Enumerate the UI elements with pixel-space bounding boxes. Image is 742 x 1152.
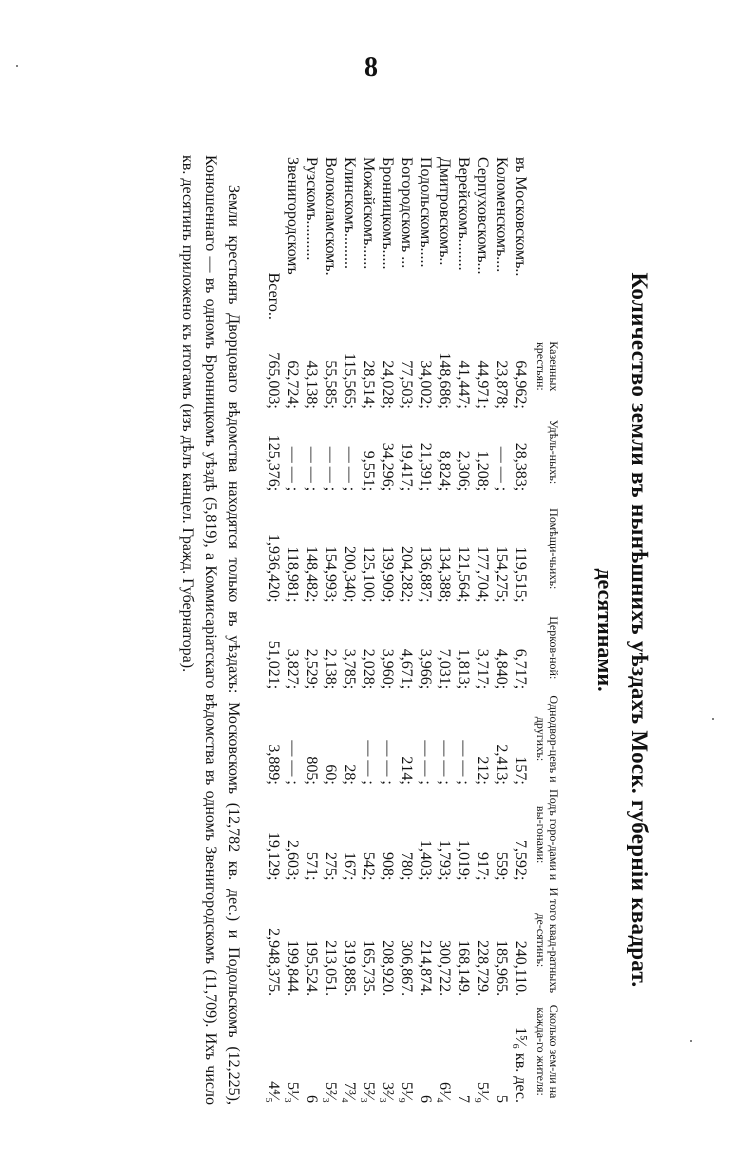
- table-cell: 28,383;: [512, 442, 529, 492]
- district-name: Дмитровскомъ..: [436, 157, 453, 266]
- table-cell: 19,417;: [398, 442, 415, 492]
- district-name: Серпуховскомъ...: [474, 157, 491, 275]
- table-cell: 1⁵⁄₆ кв. дес.: [512, 1027, 529, 1103]
- district-name: Богородскомъ ...: [398, 157, 415, 269]
- table-cell: — — ;: [360, 740, 377, 785]
- header-cell: Однодвор-цевъ и другихъ:: [534, 695, 561, 783]
- total-cell: 4⁴⁄₅: [265, 1081, 282, 1103]
- table-cell: 77,503;: [398, 360, 415, 409]
- table-cell: 24,028;: [379, 360, 396, 409]
- header-cell: Удѣль-ныхъ:: [547, 419, 561, 485]
- total-cell: 51,021;: [265, 640, 282, 690]
- table-cell: 62,724;: [284, 360, 301, 409]
- district-name: Клинскомъ.........: [341, 157, 358, 269]
- table-cell: 60;: [322, 764, 339, 785]
- header-cell: [530, 155, 560, 322]
- table-row: [302, 155, 321, 1105]
- table-cell: 148,482;: [303, 545, 320, 603]
- page-number: 8: [364, 52, 378, 83]
- table-cell: 917;: [474, 852, 491, 881]
- table-cell: 125,100;: [360, 545, 377, 603]
- table-cell: 154,275;: [493, 545, 510, 603]
- table-cell: 154,993;: [322, 545, 339, 603]
- table-cell: — — ;: [379, 740, 396, 785]
- table-cell: 7,031;: [436, 648, 453, 690]
- speck: [690, 1040, 692, 1042]
- table-cell: 5¹⁄₃: [284, 1081, 301, 1103]
- table-cell: 5²⁄₃: [360, 1081, 377, 1103]
- table-cell: 195,524.: [303, 940, 320, 997]
- table-cell: 9,551;: [360, 450, 377, 492]
- table-row: [359, 155, 378, 1105]
- table-cell: 908;: [379, 852, 396, 881]
- table-cell: 34,296;: [379, 442, 396, 492]
- total-cell: 3,889;: [265, 744, 282, 785]
- table-cell: 7,592;: [512, 840, 529, 881]
- table-cell: 559;: [493, 852, 510, 881]
- table-cell: 3²⁄₃: [379, 1081, 396, 1103]
- table-cell: 3,785;: [341, 648, 358, 690]
- table-cell: 3,966;: [417, 648, 434, 690]
- table-cell: 2,306;: [455, 450, 472, 492]
- table-cell: 1,019;: [455, 840, 472, 881]
- table-cell: 4,671;: [398, 648, 415, 690]
- table-row: [416, 155, 435, 1105]
- table-cell: 214,874.: [417, 940, 434, 997]
- table-cell: 2,529;: [303, 648, 320, 690]
- district-name: Рузскомъ..........: [303, 157, 320, 261]
- table-cell: 213,051.: [322, 940, 339, 997]
- total-cell: 1,936,420;: [265, 533, 282, 603]
- table-cell: 134,388;: [436, 545, 453, 603]
- table-cell: 208,920.: [379, 940, 396, 997]
- district-name: Верейскомъ........: [455, 157, 472, 271]
- table-cell: 5²⁄₃: [322, 1081, 339, 1103]
- header-cell: Подъ горо-дами и вы-гонами:: [534, 789, 561, 881]
- total-row: [264, 155, 283, 1105]
- total-cell: 2,948,375.: [265, 928, 282, 997]
- footnote: Земли крестьянъ Дворцоваго вѣдомства находятся только въ уѣздахъ: Московскомъ (12,782 кв. дес.) и Подольскомъ (12,225), Конюшеннаго — въ одномъ Бронницкомъ уѣздѣ (5,819), а Коммисаріатскаго вѣдомства въ одномъ Звенигородскомъ (11,709). Ихъ число кв. десятинъ приложено къ итогамъ (изъ дѣлъ канцел. Гражд. Губернатора).: [179, 155, 242, 1105]
- table-cell: 157;: [512, 756, 529, 785]
- district-name: Можайскомъ......: [360, 157, 377, 270]
- table-title: Количество земли въ нынѣшнихъ уѣздахъ Моск. губерніи квадрат.: [627, 272, 652, 988]
- table-cell: 542;: [360, 852, 377, 881]
- speck: [16, 65, 18, 67]
- table-subtitle: десятинами.: [593, 568, 618, 692]
- rotated-content: [100, 155, 660, 1105]
- district-name: Подольскомъ.....: [417, 157, 434, 268]
- table-row: [321, 155, 340, 1105]
- table-cell: 119,515;: [512, 546, 529, 603]
- table-row: [340, 155, 359, 1105]
- table-cell: 6: [303, 1095, 320, 1103]
- header-cell: Сколько зем-ли на кажда-го жителя:: [534, 1004, 561, 1099]
- table-cell: 1,813;: [455, 648, 472, 690]
- table-cell: 5¹⁄₉: [398, 1081, 415, 1103]
- table-cell: 1,793;: [436, 840, 453, 881]
- total-cell: 765,003;: [265, 352, 282, 409]
- table-cell: 21,391;: [417, 442, 434, 492]
- table-cell: 2,138;: [322, 648, 339, 690]
- table-cell: 200,340;: [341, 545, 358, 603]
- header-cell: Казенных крестьян:: [534, 341, 561, 392]
- table-row: [511, 155, 530, 1105]
- table-cell: — — ;: [417, 740, 434, 785]
- district-name: Коломенскомъ....: [493, 157, 510, 273]
- table-cell: 275;: [322, 852, 339, 881]
- table-cell: 319,885.: [341, 940, 358, 997]
- district-name: Бронницкомъ.....: [379, 157, 396, 270]
- table-row: [283, 155, 302, 1105]
- table-cell: 306,867.: [398, 940, 415, 997]
- table-cell: — — ;: [436, 740, 453, 785]
- table-cell: 805;: [303, 756, 320, 785]
- table-cell: 136,887;: [417, 545, 434, 603]
- table-cell: 165,735.: [360, 940, 377, 997]
- table-cell: 121,564;: [455, 545, 472, 603]
- table-cell: 228,729.: [474, 940, 491, 997]
- table-cell: 7³⁄₄: [341, 1081, 358, 1103]
- table-cell: 168,149.: [455, 940, 472, 997]
- table-cell: 5: [493, 1095, 510, 1103]
- table-cell: 185,965.: [493, 940, 510, 997]
- table-cell: 2,413;: [493, 744, 510, 785]
- table-row: [435, 155, 454, 1105]
- table-cell: 3,960;: [379, 648, 396, 690]
- table-cell: 3,827;: [284, 648, 301, 690]
- header-cell: Церков-ной:: [547, 616, 561, 680]
- table-cell: 1,208;: [474, 450, 491, 492]
- table-cell: 780;: [398, 852, 415, 881]
- table-cell: 64,962;: [512, 360, 529, 409]
- table-cell: — — ;: [284, 740, 301, 785]
- land-table: [264, 155, 560, 1105]
- table-cell: 1,403;: [417, 840, 434, 881]
- table-cell: 55,585;: [322, 360, 339, 409]
- table-cell: 139,909;: [379, 545, 396, 603]
- table-cell: — — ;: [493, 446, 510, 492]
- table-cell: 41,447;: [455, 360, 472, 409]
- table-cell: 6,717;: [512, 648, 529, 690]
- table-cell: 6¹⁄₄: [436, 1081, 453, 1103]
- total-cell: 125,376;: [265, 434, 282, 492]
- speck: [712, 718, 714, 720]
- table-row: [378, 155, 397, 1105]
- total-cell: 19,129;: [265, 832, 282, 881]
- table-cell: — — ;: [284, 446, 301, 492]
- table-cell: 28;: [341, 764, 358, 785]
- table-cell: 28,514;: [360, 360, 377, 409]
- district-name: Волоколамскомъ.: [322, 157, 339, 276]
- table-cell: 44,971;: [474, 360, 491, 409]
- total-label: Всего..: [265, 272, 282, 320]
- table-row: [492, 155, 511, 1105]
- table-cell: 4,840;: [493, 648, 510, 690]
- table-cell: 148,686;: [436, 352, 453, 409]
- table-cell: 5¹⁄₉: [474, 1081, 491, 1103]
- district-name: Звенигородскомъ: [284, 157, 301, 275]
- table-cell: — — ;: [455, 740, 472, 785]
- table-cell: 214;: [398, 756, 415, 785]
- table-cell: 167;: [341, 852, 358, 881]
- table-cell: — — ;: [303, 446, 320, 492]
- table-cell: 212;: [474, 756, 491, 785]
- header-cell: Помѣщи-чьихъ:: [547, 508, 561, 590]
- table-cell: 177,704;: [474, 545, 491, 603]
- table-cell: 571;: [303, 852, 320, 881]
- table-cell: 118,981;: [284, 546, 301, 603]
- table-cell: 115,565;: [341, 352, 358, 409]
- district-name: въ Московскомъ..: [512, 157, 529, 277]
- table-cell: 204,282;: [398, 545, 415, 603]
- table-cell: 6: [417, 1095, 434, 1103]
- table-cell: 2,603;: [284, 840, 301, 881]
- table-cell: 7: [455, 1095, 472, 1103]
- table-cell: 240,110.: [512, 940, 529, 997]
- table-row: [397, 155, 416, 1105]
- table-cell: 199,844.: [284, 940, 301, 997]
- table-row: [454, 155, 473, 1105]
- table-cell: 34,002;: [417, 360, 434, 409]
- table-cell: 3,717;: [474, 648, 491, 690]
- table-cell: 8,824;: [436, 450, 453, 492]
- table-cell: 23,878;: [493, 360, 510, 409]
- table-cell: — — ;: [341, 446, 358, 492]
- table-header-row: [530, 155, 560, 1105]
- table-cell: 43,138;: [303, 360, 320, 409]
- table-row: [473, 155, 492, 1105]
- table-cell: — — ;: [322, 446, 339, 492]
- table-cell: 2,028;: [360, 648, 377, 690]
- table-cell: 300,722.: [436, 940, 453, 997]
- header-cell: И того квад-ратныхъ де-сятинъ:: [534, 887, 561, 994]
